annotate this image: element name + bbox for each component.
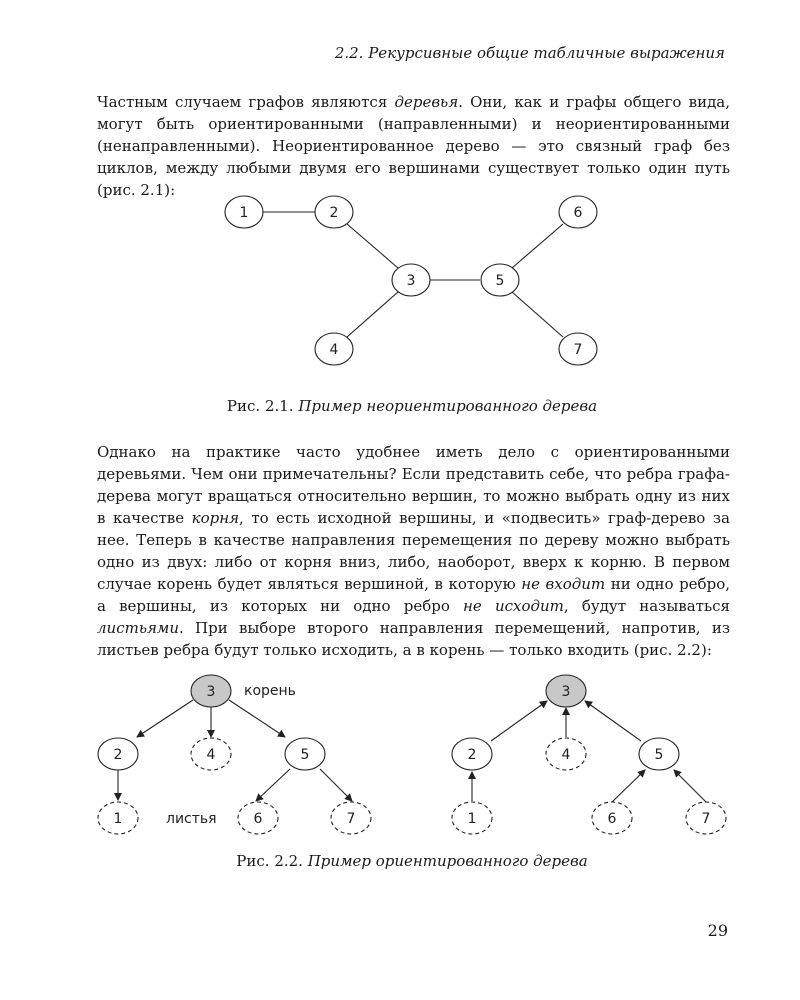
emphasis-root: корня: [191, 509, 240, 527]
edge-7-5: [674, 770, 706, 802]
edge-5-7: [512, 292, 563, 337]
text-run: , будут называться: [563, 597, 730, 615]
paragraph-trees-intro: [97, 91, 730, 201]
node-label: 2: [113, 747, 123, 763]
node-label: 4: [561, 747, 571, 763]
emphasis-not-entering: не входит: [521, 575, 606, 593]
edge-2-3: [491, 701, 547, 741]
node-label: 7: [701, 811, 711, 827]
root-annotation: корень: [244, 683, 296, 699]
node-label: 3: [406, 273, 416, 289]
node-label: 6: [607, 811, 617, 827]
figure-caption-2-2: [12, 852, 800, 870]
edge-3-5: [229, 700, 285, 737]
node-label: 2: [467, 747, 477, 763]
figure-caption-2-1: [12, 397, 800, 415]
text-run: Однако на практике часто удобнее иметь дело с ориентированными деревьями. Чем они примечательны? Если представить себе, что ребра графа-дерева могут вращаться относительно вершин, то можно выбрать одну из них в качестве: [97, 443, 730, 527]
text-run: ни одно ребро, а вершины, из которых ни одно ребро: [97, 575, 730, 615]
node-label: 2: [329, 205, 339, 221]
caption-number: Рис. 2.2.: [236, 852, 308, 870]
running-header: 2.2. Рекурсивные общие табличные выражения: [334, 44, 725, 62]
leaves-annotation: листья: [166, 811, 217, 827]
emphasis-not-leaving: не исходит: [463, 597, 564, 615]
edge-3-4: [347, 292, 398, 337]
edge-5-3: [585, 701, 641, 741]
node-label: 3: [206, 684, 216, 700]
node-label: 7: [346, 811, 356, 827]
node-label: 7: [573, 342, 583, 358]
emphasis-leaves: листьями: [97, 619, 180, 637]
emphasis-trees: деревья: [394, 93, 459, 111]
edge-5-6: [256, 769, 290, 801]
edge-6-5: [612, 770, 645, 802]
node-label: 1: [467, 811, 477, 827]
edge-2-3: [347, 224, 398, 268]
node-label: 1: [239, 205, 249, 221]
node-label: 4: [206, 747, 216, 763]
node-label: 6: [253, 811, 263, 827]
page-number: 29: [707, 921, 728, 940]
caption-number: Рис. 2.1.: [226, 397, 299, 415]
caption-title: Пример неориентированного дерева: [298, 397, 598, 415]
node-label: 5: [654, 747, 664, 763]
node-label: 5: [300, 747, 310, 763]
text-run: . Они, как и графы общего вида, могут быть ориентированными (направленными) и неориентированными (ненаправленными). Неориентированное дерево — это связный граф без циклов, между любыми двумя его вершинами существует только один путь (рис. 2.1):: [97, 93, 731, 199]
node-label: 1: [113, 811, 123, 827]
directed-tree-figure: [0, 670, 800, 840]
node-label: 5: [495, 273, 505, 289]
node-label: 4: [329, 342, 339, 358]
caption-title: Пример ориентированного дерева: [307, 852, 588, 870]
text-run: , то есть исходной вершины, и «подвесить» граф-дерево за нее. Теперь в качестве направления перемещения по дереву можно выбрать одно из двух: либо от корня вниз, либо, наоборот, вверх к корню. В первом случае корень будет являться вершиной, в которую: [97, 509, 730, 593]
text-run: Частным случаем графов являются: [97, 93, 395, 111]
edge-3-2: [137, 700, 193, 737]
paragraph-directed-trees: [97, 441, 730, 661]
undirected-tree-figure: [0, 190, 800, 370]
edge-5-7: [320, 769, 352, 801]
node-label: 6: [573, 205, 583, 221]
text-run: . При выборе второго направления перемещений, напротив, из листьев ребра будут только исходить, а в корень — только входить (рис. 2.2):: [97, 619, 730, 659]
edge-5-6: [512, 224, 563, 268]
node-label: 3: [561, 684, 571, 700]
